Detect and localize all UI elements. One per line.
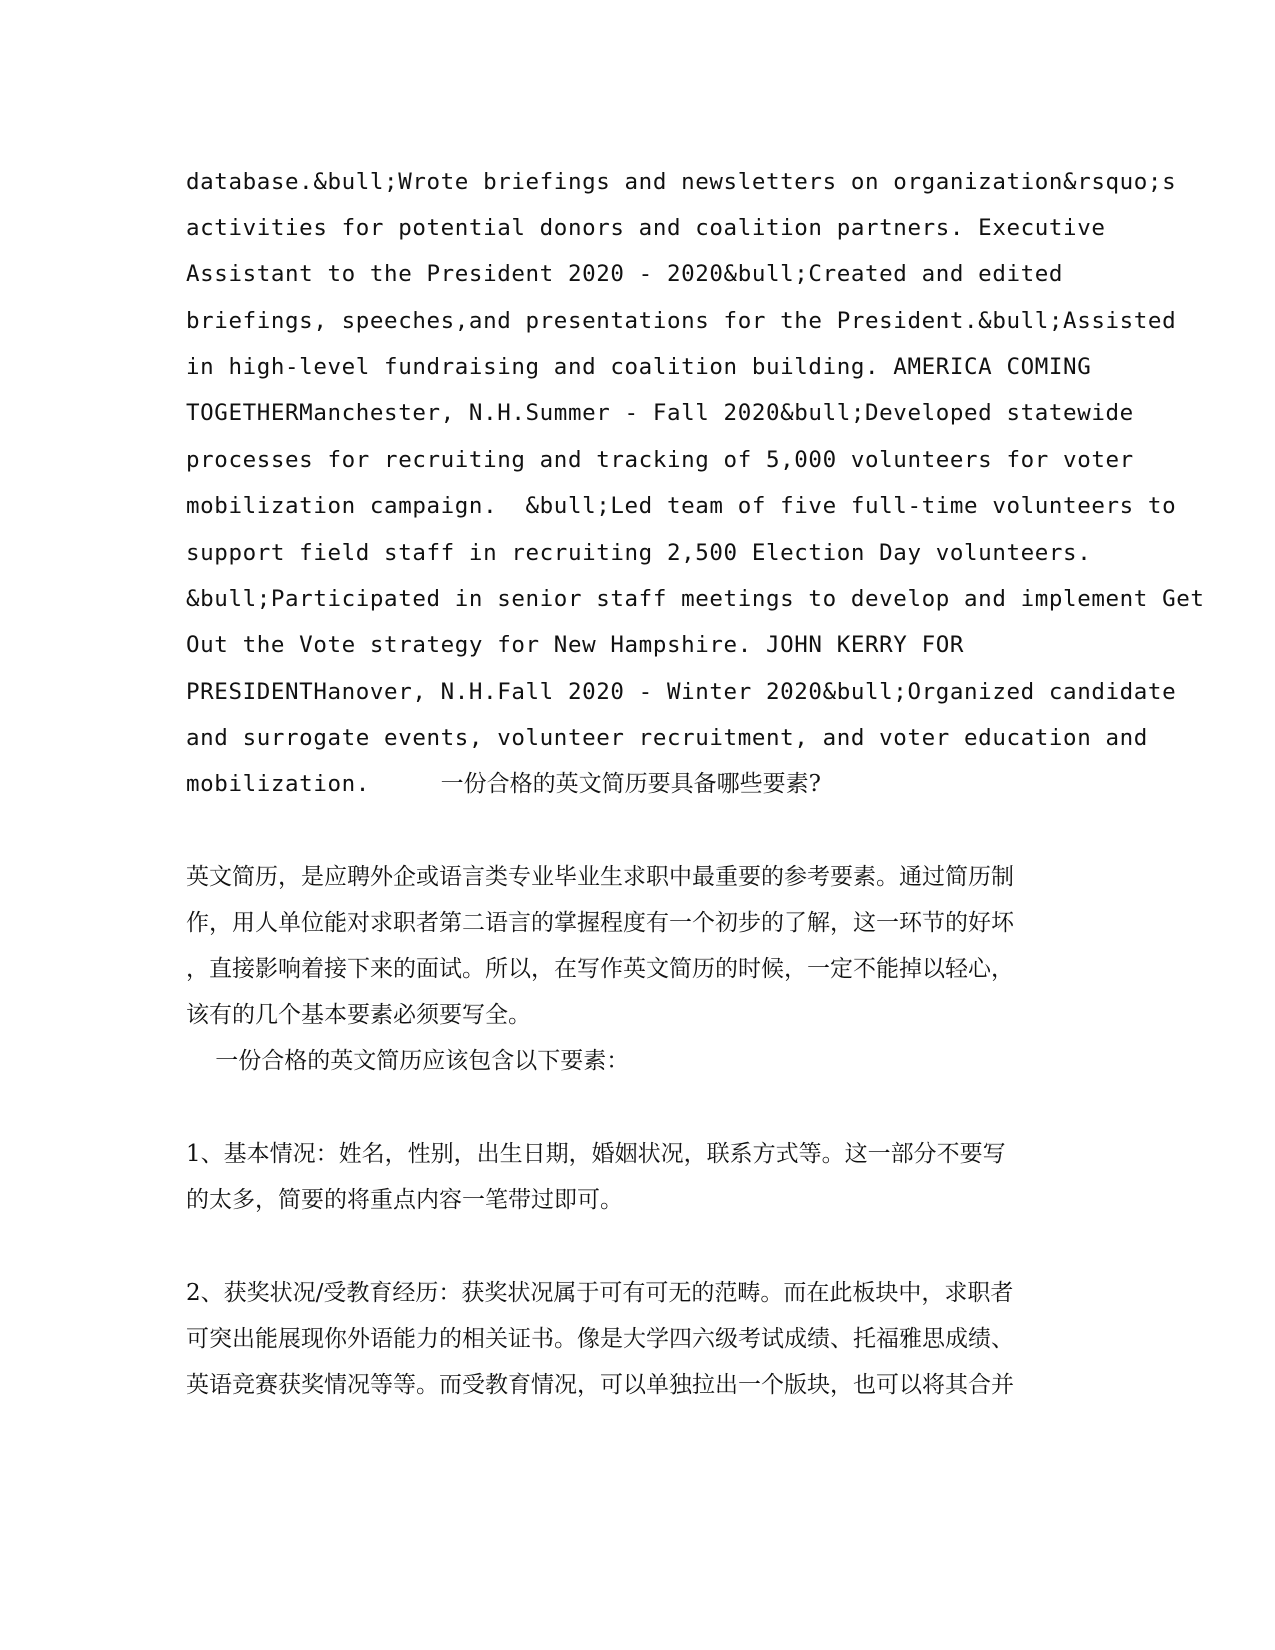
text-line: database.&bull;Wrote briefings and newsletters on organization&rsquo;s: [186, 169, 1177, 195]
list-item-line: 2、获奖状况/受教育经历：获奖状况属于可有可无的范畴。而在此板块中，求职者: [186, 1280, 1014, 1306]
text-line: activities for potential donors and coalition partners. Executive: [186, 215, 1106, 241]
list-item-line: 可突出能展现你外语能力的相关证书。像是大学四六级考试成绩、托福雅思成绩、: [186, 1326, 1014, 1352]
list-item-line: 1、基本情况：姓名，性别，出生日期，婚姻状况，联系方式等。这一部分不要写: [186, 1141, 1006, 1167]
list-item-line: 的太多，简要的将重点内容一笔带过即可。: [186, 1187, 623, 1213]
paragraph-line: 英文简历，是应聘外企或语言类专业毕业生求职中最重要的参考要素。通过简历制: [186, 864, 1014, 890]
paragraph-line: 该有的几个基本要素必须要写全。: [186, 1002, 531, 1028]
text-line: support field staff in recruiting 2,500 Election Day volunteers.: [186, 540, 1092, 566]
list-item-line: 英语竞赛获奖情况等等。而受教育情况，可以单独拉出一个版块，也可以将其合并: [186, 1372, 1014, 1398]
text-line: processes for recruiting and tracking of 5,000 volunteers for voter: [186, 447, 1134, 473]
text-line: &bull;Participated in senior staff meetings to develop and implement Get: [186, 586, 1205, 612]
paragraph-line: 作，用人单位能对求职者第二语言的掌握程度有一个初步的了解，这一环节的好坏: [186, 910, 1014, 936]
section-heading: 一份合格的英文简历要具备哪些要素?: [440, 771, 821, 797]
text-line: Out the Vote strategy for New Hampshire. JOHN KERRY FOR: [186, 632, 965, 658]
text-line: mobilization campaign. &bull;Led team of five full-time volunteers to: [186, 493, 1177, 519]
text-line: briefings, speeches,and presentations for the President.&bull;Assisted: [186, 308, 1177, 334]
text-line: in high-level fundraising and coalition building. AMERICA COMING: [186, 354, 1092, 380]
text-line: TOGETHERManchester, N.H.Summer - Fall 2020&bull;Developed statewide: [186, 400, 1134, 426]
text-line: PRESIDENTHanover, N.H.Fall 2020 - Winter 2020&bull;Organized candidate: [186, 679, 1177, 705]
paragraph-line: ，直接影响着接下来的面试。所以，在写作英文简历的时候，一定不能掉以轻心，: [186, 956, 1014, 982]
text-line: Assistant to the President 2020 - 2020&bull;Created and edited: [186, 261, 1064, 287]
intro-line: 一份合格的英文简历应该包含以下要素：: [186, 1048, 630, 1074]
text-line: and surrogate events, volunteer recruitment, and voter education and: [186, 725, 1148, 751]
text-line-end: mobilization.: [186, 771, 441, 797]
mixed-text-line: [186, 769, 821, 799]
